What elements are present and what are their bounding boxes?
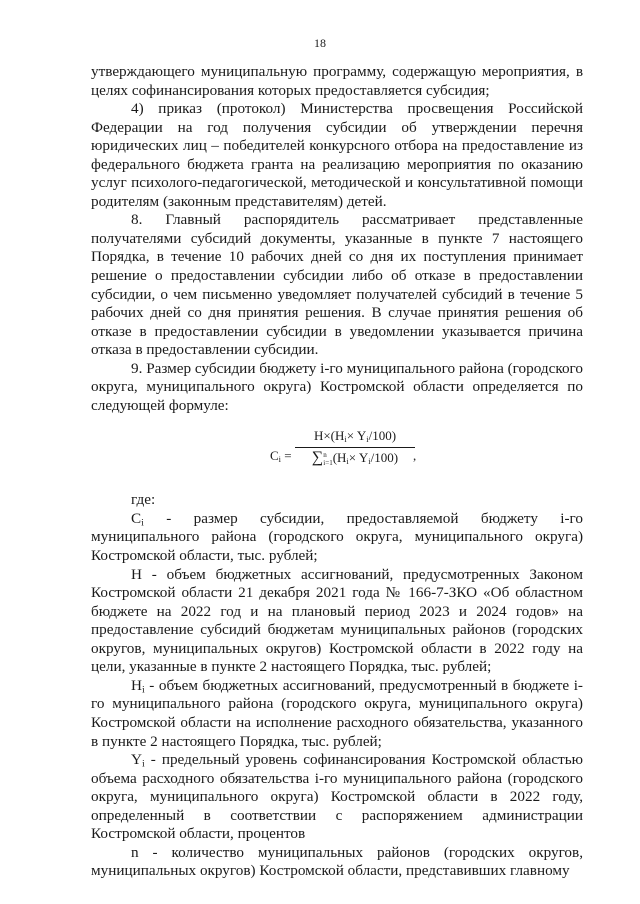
- definition-h: Н - объем бюджетных ассигнований, предусмотренных Законом Костромской области 21 декабря 2021 года № 166-7-ЗКО «Об областном бюджете на 2022 год и на плановый период 2023 и 2024 годов» на предоставление субсидий бюджетам муниципальных районов (городских округов, муниципальных округов) Костромской области в 2022 году на цели, указанные в пункте 2 настоящего Порядка, тыс. рублей;: [91, 565, 583, 676]
- paragraph-clause-8: 8. Главный распорядитель рассматривает представленные получателями субсидий документы, указанные в пункте 7 настоящего Порядка, в течение 10 рабочих дней со дня их поступления принимает решение о предоставлении субсидии либо об отказе в предоставлении субсидии, о чем письменно уведомляет получателей субсидий в течение 5 рабочих дней со дня принятия решения. В случае принятия решения об отказе в предоставлении субсидии в уведомлении указывается причина отказа в предоставлении субсидии.: [91, 211, 583, 359]
- paragraph-item-4: 4) приказ (протокол) Министерства просвещения Российской Федерации на год получения субсидии об утверждении перечня юридических лиц – победителей конкурсного отбора на предоставление из федерального бюджета гранта на реализацию мероприятия по оказанию услуг психолого-педагогической, методической и консультативной помощи родителям (законным представителям) детей.: [91, 100, 583, 210]
- formula-lhs: $C_i$ =: [270, 448, 292, 465]
- page-number: 18: [314, 36, 326, 50]
- paragraph-continuation: утверждающего муниципальную программу, содержащую мероприятия, в целях софинансирования которых предоставляется субсидия;: [91, 63, 583, 99]
- definition-ci: $C_i$ - размер субсидии, предоставляемой бюджету i-го муниципального района (городского округа, муниципального округа) Костромской области, тыс. рублей;: [91, 509, 583, 565]
- document-body: [91, 63, 583, 881]
- formula-comma: ,: [413, 448, 417, 464]
- formula-numerator: $Н\times(Н_i\times Y_i/100)$: [295, 427, 415, 448]
- definition-yi: $Y_i$ - предельный уровень софинансирования Костромской областью объема расходного обязательства i-го муниципального района (городского округа, муниципального округа) Костромской области в 2022 году, определенный в соответствии с распоряжением администрации Костромской области, процентов: [91, 751, 583, 843]
- paragraph-clause-9: 9. Размер субсидии бюджету i-го муниципального района (городского округа, муниципального округа) Костромской области определяется по следующей формуле:: [91, 359, 583, 414]
- definition-n: n - количество муниципальных районов (городских округов, муниципальных округов) Костромской области, представивших главному: [91, 843, 583, 880]
- formula-denominator: ∑n $i=1(Н_i\times Y_i/100)$: [311, 448, 399, 467]
- formula-fraction: [295, 427, 415, 467]
- where-label: где:: [131, 491, 156, 509]
- definition-hi: $Н_i$ - объем бюджетных ассигнований, предусмотренный в бюджете i-го муниципального района (городского округа, муниципального округа) Костромской области на исполнение расходного обязательства, указанного в пункте 2 настоящего Порядка, тыс. рублей;: [91, 676, 583, 750]
- subsidy-formula: [91, 415, 583, 491]
